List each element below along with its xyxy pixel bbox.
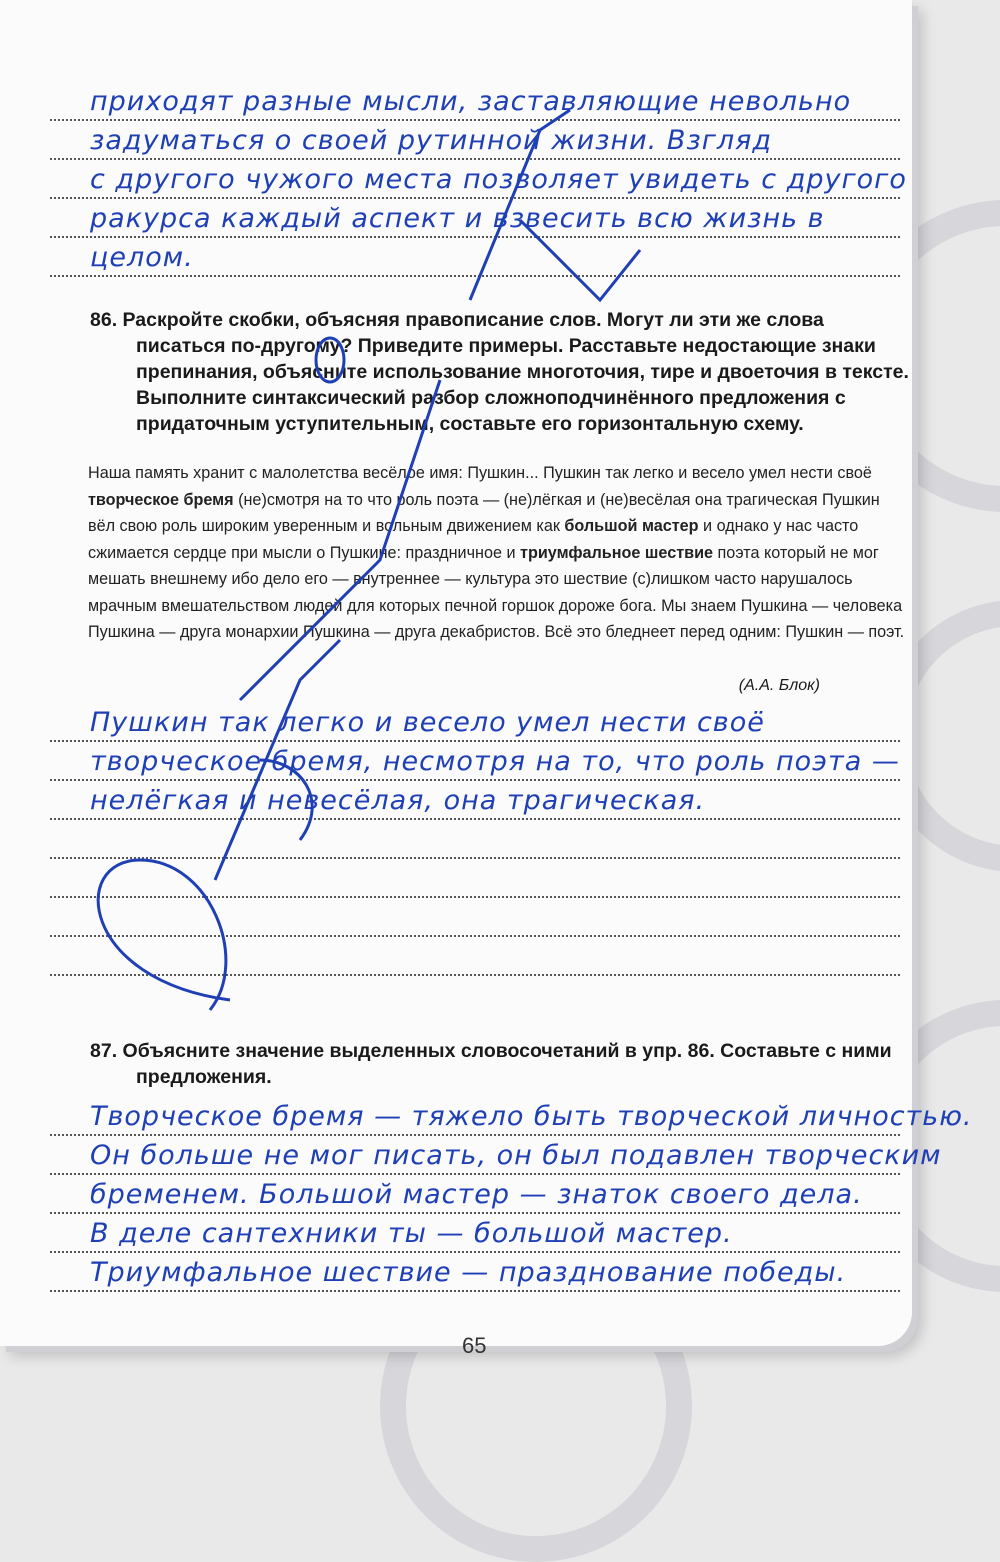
handwritten-line: Творческое бремя — тяжело быть творческой личностью. <box>90 1101 973 1132</box>
passage-text: (не)смотря на то что роль поэта — (не)лёгкая и (не)весёлая она трагическая Пушкин вёл свою роль широким уверенным и вольным движением как <box>88 490 880 535</box>
task-number: 86. <box>90 309 118 331</box>
pen-nib-icon <box>50 1038 90 1064</box>
ruled-line <box>50 199 900 238</box>
passage-text: Наша память хранит с малолетства весёлое имя: Пушкин... Пушкин так легко и весело умел нести своё <box>88 464 872 482</box>
ruled-line <box>50 1175 900 1214</box>
bottom-answer-block <box>50 1097 973 1292</box>
handwritten-line: ракурса каждый аспект и взвесить всю жизнь в <box>90 203 825 234</box>
ruled-line <box>50 898 900 937</box>
handwritten-line: задуматься о своей рутинной жизни. Взгляд <box>90 125 773 156</box>
task-86 <box>50 307 910 437</box>
ruled-line <box>50 859 900 898</box>
ruled-line <box>50 703 900 742</box>
ruled-line <box>50 937 900 976</box>
top-answer-block <box>50 82 907 277</box>
highlighted-phrase: триумфальное шествие <box>520 543 714 562</box>
ruled-line <box>50 742 900 781</box>
text-passage <box>88 460 910 646</box>
ruled-line <box>50 121 900 160</box>
passage-text: и однако у нас часто сжимается сердце при мысли о Пушкине: праздничное и <box>88 517 859 562</box>
ruled-line <box>50 781 900 820</box>
handwritten-line: творческое бремя, несмотря на то, что роль поэта — <box>90 746 900 777</box>
ruled-line <box>50 820 900 859</box>
handwritten-line: Пушкин так легко и весело умел нести своё <box>90 707 765 738</box>
ruled-line <box>50 1253 900 1292</box>
task-text: Раскройте скобки, объясняя правописание слов. Могут ли эти же слова писаться по-другому? Приведите примеры. Расставьте недостающие знаки препинания, объясните использование многоточия, тире и двоеточия в тексте. Выполните синтаксический разбор сложноподчинённого предложения с придаточным уступительным, составьте его горизонтальную схему. <box>122 309 909 435</box>
ruled-line <box>50 1136 942 1175</box>
ruled-line <box>50 1097 973 1136</box>
highlighted-phrase: большой мастер <box>564 517 699 535</box>
handwritten-line: Он больше не мог писать, он был подавлен творческим <box>90 1140 942 1171</box>
handwritten-line: с другого чужого места позволяет увидеть с другого <box>90 164 907 195</box>
middle-answer-block <box>50 703 900 976</box>
task-87 <box>50 1038 910 1090</box>
task-number: 87. <box>90 1040 118 1062</box>
handwritten-line: нелёгкая и невесёлая, она трагическая. <box>90 785 706 816</box>
task-text: Объясните значение выделенных словосочетаний в упр. 86. Составьте с ними предложения. <box>122 1040 892 1088</box>
highlighted-phrase: творческое бремя <box>88 490 234 509</box>
handwritten-line: Триумфальное шествие — празднование победы. <box>90 1257 847 1288</box>
passage-author: (А.А. Блок) <box>738 677 820 694</box>
handwritten-line: В деле сантехники ты — большой мастер. <box>90 1218 733 1249</box>
passage-text: поэта который не мог мешать внешнему ибо дело его — внутреннее — культура это шествие (с)лишком часто нарушалось мрачным вмешательством людей для которых печной горшок дороже бога. Мы знаем Пушкина — человека Пушкина — друга монархии Пушкина — друга декабристов. Всё это бледнеет перед одним: Пушкин — поэт. <box>88 543 905 641</box>
ruled-line <box>50 160 907 199</box>
handwritten-line: целом. <box>90 242 194 273</box>
ruled-line <box>50 82 900 121</box>
ruled-line <box>50 1214 900 1253</box>
handwritten-line: приходят разные мысли, заставляющие невольно <box>90 86 852 117</box>
ruled-line <box>50 238 900 277</box>
pen-nib-icon <box>50 307 90 333</box>
handwritten-line: бременем. Большой мастер — знаток своего дела. <box>90 1179 863 1210</box>
page-number: 65 <box>462 1333 487 1358</box>
